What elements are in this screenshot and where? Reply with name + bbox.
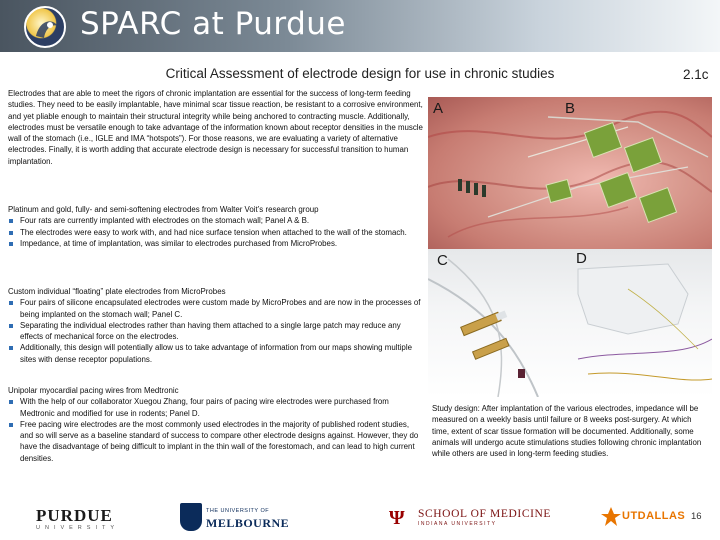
slide-title: Critical Assessment of electrode design for use in chronic studies — [165, 66, 555, 81]
bullet-item: Additionally, this design will potentially allow us to take advantage of information from our maps showing multiple sites with dense receptor populations. — [8, 342, 424, 365]
panel-label-c: C — [437, 252, 448, 269]
purdue-logo: PURDUE — [36, 506, 113, 525]
utd-star-icon — [600, 506, 622, 528]
app-title: SPARC at Purdue — [80, 6, 346, 42]
section-platinum-gold — [8, 204, 424, 249]
header-band — [0, 0, 720, 52]
section-pacing-wires — [8, 385, 424, 464]
bullet-item: Four rats are currently implanted with electrodes on the stomach wall; Panel A & B. — [8, 215, 424, 226]
bullet-item: Four pairs of silicone encapsulated electrodes were custom made by MicroProbes and are now in the processes of being implanted on the stomach wall; Panel C. — [8, 297, 424, 320]
section-floating-plate — [8, 286, 424, 365]
bullet-list — [8, 396, 424, 464]
bullet-list — [8, 297, 424, 365]
electrode-photo-a-b — [428, 97, 712, 249]
purdue-logo-subtitle: UNIVERSITY — [36, 525, 120, 531]
bullet-item: With the help of our collaborator Xuegou Zhang, four pairs of pacing wire electrodes were purchased from Medtronic and modified for use in rodents; Panel D. — [8, 396, 424, 419]
section-heading: Custom individual “floating” plate electrodes from MicroProbes — [8, 287, 226, 296]
electrode-wires-illustration — [428, 249, 712, 397]
bullet-item: Free pacing wire electrodes are the most commonly used electrodes in the majority of published rodent studies, and so will serve as a baseline standard of success to compare other electrode designs against. However, they do have the disadvantage of being difficult to implant in the thin wall of the forestomach, and can lead to high current densities. — [8, 419, 424, 464]
panel-label-b: B — [565, 100, 576, 117]
bullet-item: Impedance, at time of implantation, was similar to electrodes purchased from MicroProbes. — [8, 238, 424, 249]
tissue-illustration — [428, 97, 712, 249]
panel-label-d: D — [576, 250, 587, 267]
melbourne-crest-icon — [180, 503, 202, 531]
study-design-text: Study design: After implantation of the various electrodes, impedance will be measured on a weekly basis until failure or 8 weeks post-surgery. At which time, extent of scar tissue formation will be documented. Additionally, some animals will undergo acute stimulations studies following chronic implantation while others are used in long-term feeding studies. — [432, 404, 702, 459]
melbourne-logo-top: THE UNIVERSITY OF — [206, 508, 270, 514]
school-of-medicine-logo: SCHOOL OF MEDICINE — [418, 508, 552, 520]
panel-label-a: A — [433, 100, 444, 117]
electrode-photo-c-d — [428, 249, 712, 397]
section-heading: Platinum and gold, fully- and semi-softening electrodes from Walter Voit’s research group — [8, 205, 319, 214]
bullet-item: The electrodes were easy to work with, and had nice surface tension when attached to the wall of the stomach. — [8, 227, 424, 238]
bullet-list — [8, 215, 424, 249]
school-of-medicine-subtitle: INDIANA UNIVERSITY — [418, 521, 497, 527]
page-number: 16 — [691, 511, 702, 522]
melbourne-logo: MELBOURNE — [206, 516, 290, 530]
intro-paragraph: Electrodes that are able to meet the rigors of chronic implantation are essential for the success of long-term feeding studies. They need to be easily implantable, have minimal scar tissue reaction, be resistant to a corrosive environment, and yet pliable enough to maintain their structural integrity while being anchored to contracting muscle. Additionally, electrodes must be versatile enough to take advantage of the information known about receptor densities in the muscle wall of the stomach (i.e., IGLE and IMA “hotspots”). For those reasons, we are evaluating a variety of alternative electrodes. Finally, it is worth adding that accurate electrode design is necessary for successful transition to human implantation. — [8, 89, 423, 166]
bullet-item: Separating the individual electrodes rather than having them attached to a single large patch may reduce any effects of mechanical force on the electrodes. — [8, 320, 424, 343]
utd-logo: UTDALLAS — [622, 510, 686, 522]
sparc-logo-icon — [24, 6, 66, 48]
section-heading: Unipolar myocardial pacing wires from Medtronic — [8, 386, 179, 395]
iu-trident-icon: Ψ — [389, 507, 405, 529]
slide-number: 2.1c — [683, 67, 709, 82]
